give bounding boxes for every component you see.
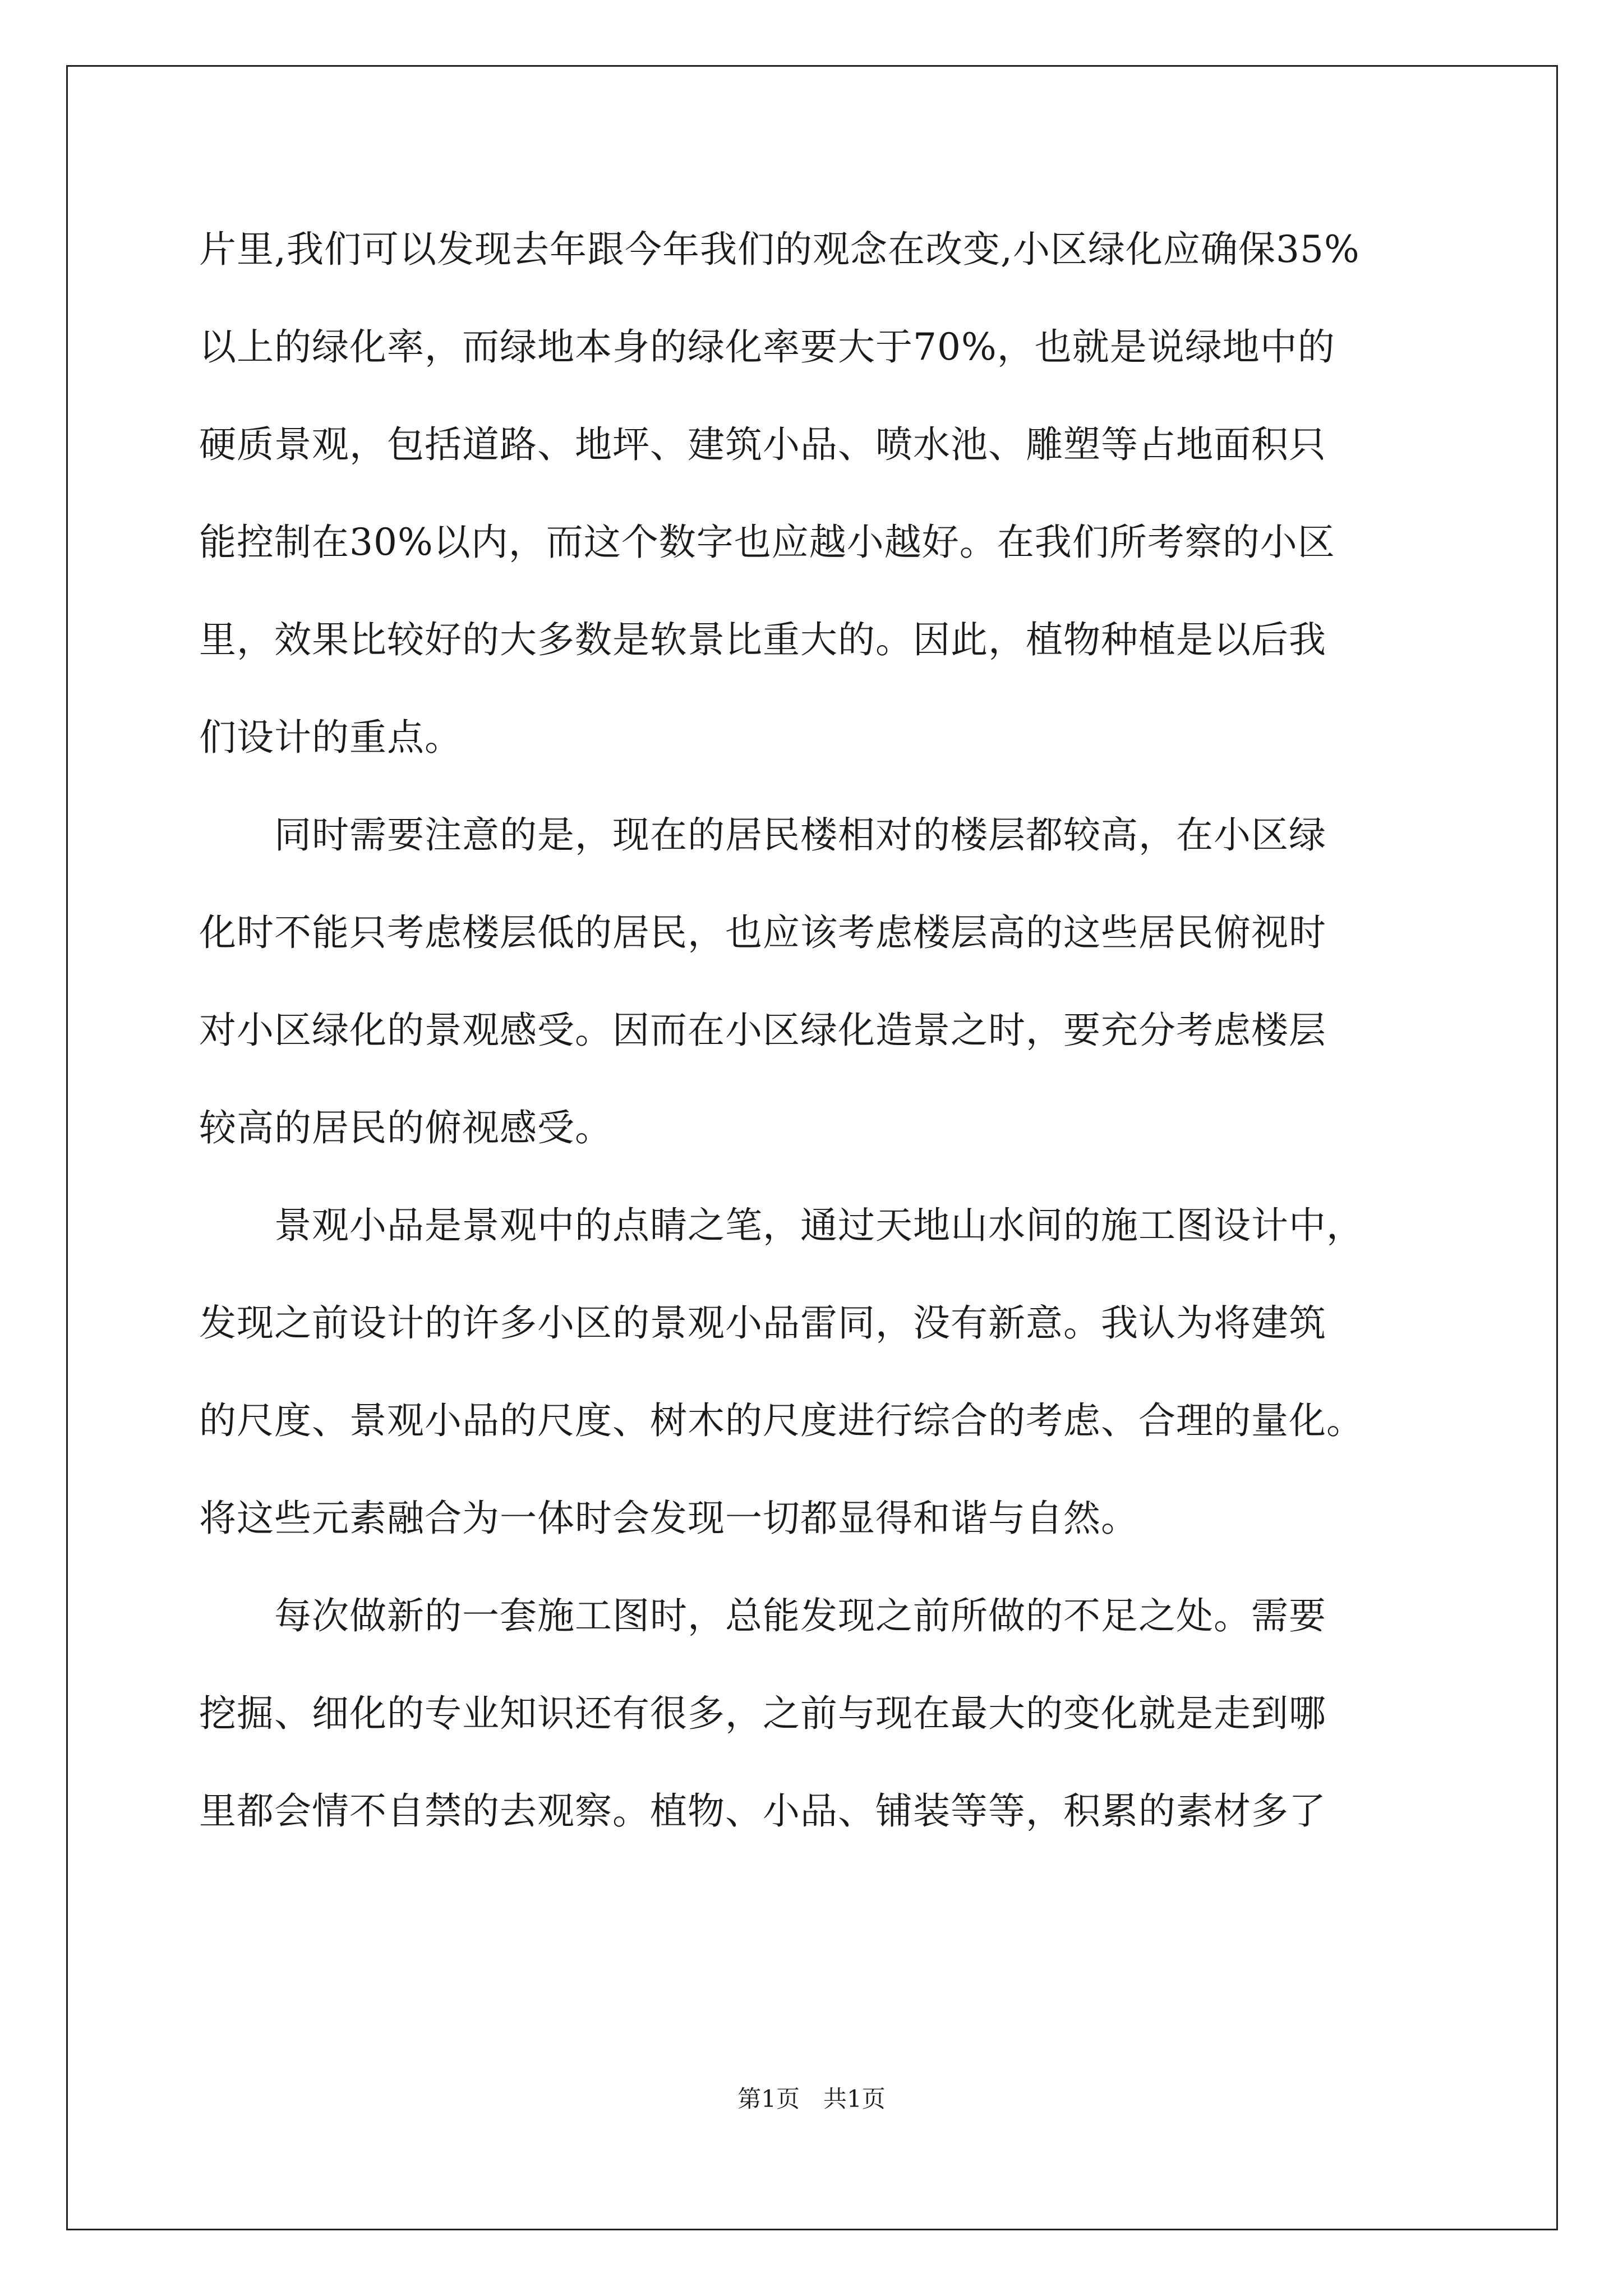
text-line: 片里,我们可以发现去年跟今年我们的观念在改变,小区绿化应确保35%: [199, 228, 1360, 271]
page-footer: 第1页 共1页: [737, 2085, 886, 2113]
text-line: 里都会情不自禁的去观察。植物、小品、铺装等等，积累的素材多了: [199, 1789, 1326, 1833]
text-line: 对小区绿化的景观感受。因而在小区绿化造景之时，要充分考虑楼层: [199, 1009, 1326, 1052]
text-line: 同时需要注意的是，现在的居民楼相对的楼层都较高，在小区绿: [199, 813, 1326, 857]
document-body: [199, 216, 1433, 1875]
text-line: 里，效果比较好的大多数是软景比重大的。因此，植物种植是以后我: [199, 618, 1326, 661]
text-line: 化时不能只考虑楼层低的居民，也应该考虑楼层高的这些居民俯视时: [199, 911, 1326, 954]
text-line: 的尺度、景观小品的尺度、树木的尺度进行综合的考虑、合理的量化。: [199, 1399, 1364, 1442]
text-line: 们设计的重点。: [199, 716, 462, 759]
text-line: 较高的居民的俯视感受。: [199, 1106, 612, 1149]
text-line: 硬质景观，包括道路、地坪、建筑小品、喷水池、雕塑等占地面积只: [199, 423, 1326, 466]
text-line: 发现之前设计的许多小区的景观小品雷同，没有新意。我认为将建筑: [199, 1301, 1326, 1345]
text-line: 能控制在30%以内，而这个数字也应越小越好。在我们所考察的小区: [199, 521, 1335, 564]
text-line: 以上的绿化率，而绿地本身的绿化率要大于70%，也就是说绿地中的: [199, 325, 1335, 369]
text-line: 将这些元素融合为一体时会发现一切都显得和谐与自然。: [199, 1497, 1138, 1540]
text-line: 每次做新的一套施工图时，总能发现之前所做的不足之处。需要: [199, 1594, 1326, 1637]
text-line: 景观小品是景观中的点睛之笔，通过天地山水间的施工图设计中，: [199, 1204, 1364, 1247]
text-line: 挖掘、细化的专业知识还有很多，之前与现在最大的变化就是走到哪: [199, 1692, 1326, 1735]
